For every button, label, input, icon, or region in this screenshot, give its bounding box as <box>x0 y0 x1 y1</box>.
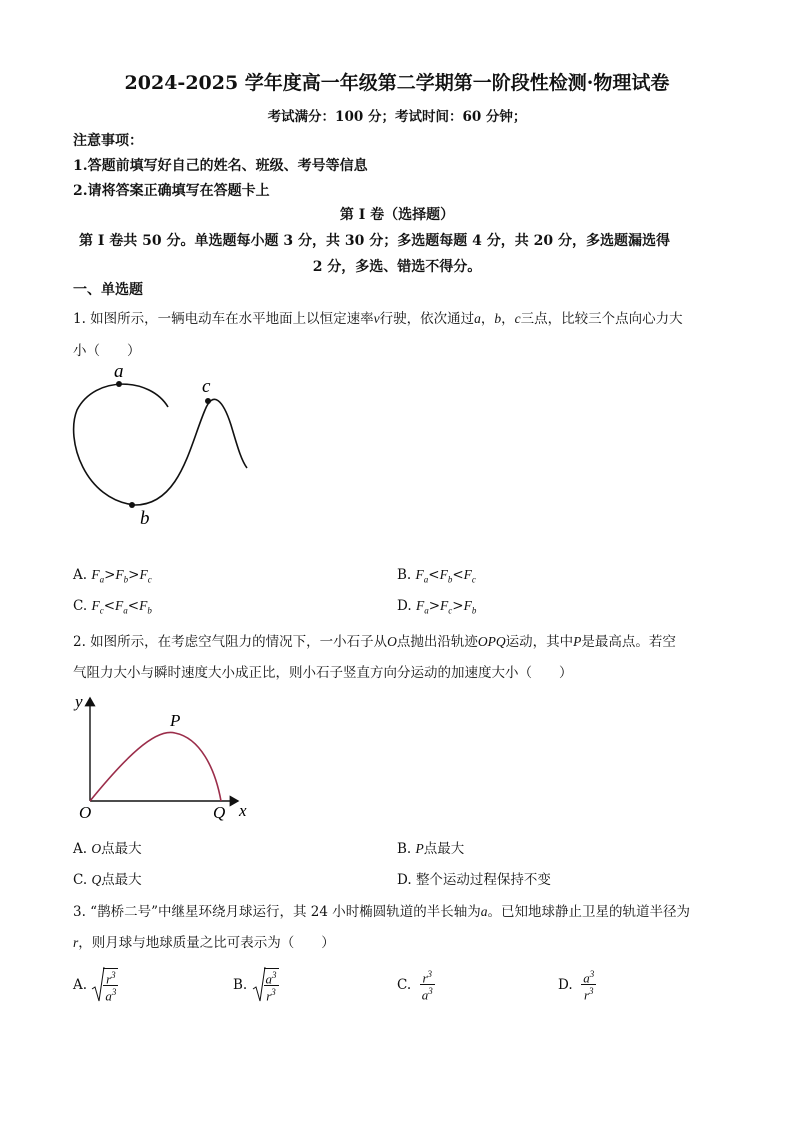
notes-heading: 注意事项： <box>73 133 143 149</box>
exam-title: 2024-2025 学年度高一年级第二学期第一阶段性检测·物理试卷 <box>124 72 670 94</box>
label-c: c <box>202 376 211 397</box>
q3-option-d[interactable]: D. $\frac{a^3}{r^3}$ <box>558 969 595 1003</box>
q1-option-a[interactable]: A. $F_a>F_b>F_c$ <box>73 567 152 585</box>
axis-label-y: y <box>75 692 83 711</box>
q1-stem-line1: 1. 如图所示，一辆电动车在水平地面上以恒定速率v行驶，依次通过a，b，c三点，比较三个点向心力大 <box>73 311 683 327</box>
label-o: O <box>79 803 92 822</box>
q2-option-b[interactable]: B. P点最大 <box>397 841 465 857</box>
point-c <box>205 398 211 404</box>
q3-option-b[interactable]: B. $\frac{a^3}{r^3}$ <box>233 965 279 1005</box>
axis-label-x: x <box>239 801 247 820</box>
q1-figure <box>65 355 265 535</box>
q1-option-b[interactable]: B. $F_a<F_b<F_c$ <box>397 567 476 585</box>
note-item-1: 1.答题前填写好自己的姓名、班级、考号等信息 <box>73 158 368 174</box>
q3-stem-line1: 3. “鹊桥二号”中继星环绕月球运行，其 24 小时椭圆轨道的半长轴为a。已知地球静止卫星的轨道半径为 <box>73 904 690 920</box>
label-a: a <box>114 361 124 382</box>
q3-option-c[interactable]: C. $\frac{r^3}{a^3}$ <box>397 969 433 1003</box>
q2-option-c[interactable]: C. Q点最大 <box>73 872 142 888</box>
exam-subtitle: 考试满分：100 分；考试时间：60 分钟； <box>267 109 527 125</box>
q2-stem-line1: 2. 如图所示，在考虑空气阻力的情况下，一小石子从O点抛出沿轨迹OPQ运动，其中P是最高点。若空 <box>73 634 676 650</box>
part-heading: 一、单选题 <box>73 282 143 298</box>
section-title: 第 I 卷（选择题） <box>339 207 455 223</box>
q2-option-d[interactable]: D. 整个运动过程保持不变 <box>397 872 551 888</box>
q3-stem-line2: r，则月球与地球质量之比可表示为（ ） <box>73 935 335 951</box>
q1-stem-line2: 小（ ） <box>73 343 141 359</box>
note-item-2: 2.请将答案正确填写在答题卡上 <box>73 183 270 199</box>
q2-stem-line2: 气阻力大小与瞬时速度大小成正比，则小石子竖直方向分运动的加速度大小（ ） <box>73 665 573 681</box>
q3-option-a[interactable]: A. $\frac{r^3}{a^3}$ <box>73 965 118 1005</box>
section-desc-line1: 第 I 卷共 50 分。单选题每小题 3 分，共 30 分；多选题每题 4 分，共 20 分，多选题漏选得 <box>79 233 670 249</box>
q1-track-curve <box>74 384 247 505</box>
q2-option-a[interactable]: A. O点最大 <box>73 841 142 857</box>
label-q: Q <box>213 803 226 822</box>
label-b: b <box>140 508 150 529</box>
q2-figure <box>70 688 270 823</box>
q1-option-d[interactable]: D. $F_a>F_c>F_b$ <box>397 598 477 616</box>
label-p: P <box>170 711 181 730</box>
q2-trajectory <box>90 732 221 801</box>
section-desc-line2: 2 分，多选、错选不得分。 <box>312 259 482 275</box>
point-b <box>129 502 135 508</box>
q1-option-c[interactable]: C. $F_c<F_a<F_b$ <box>73 598 152 616</box>
